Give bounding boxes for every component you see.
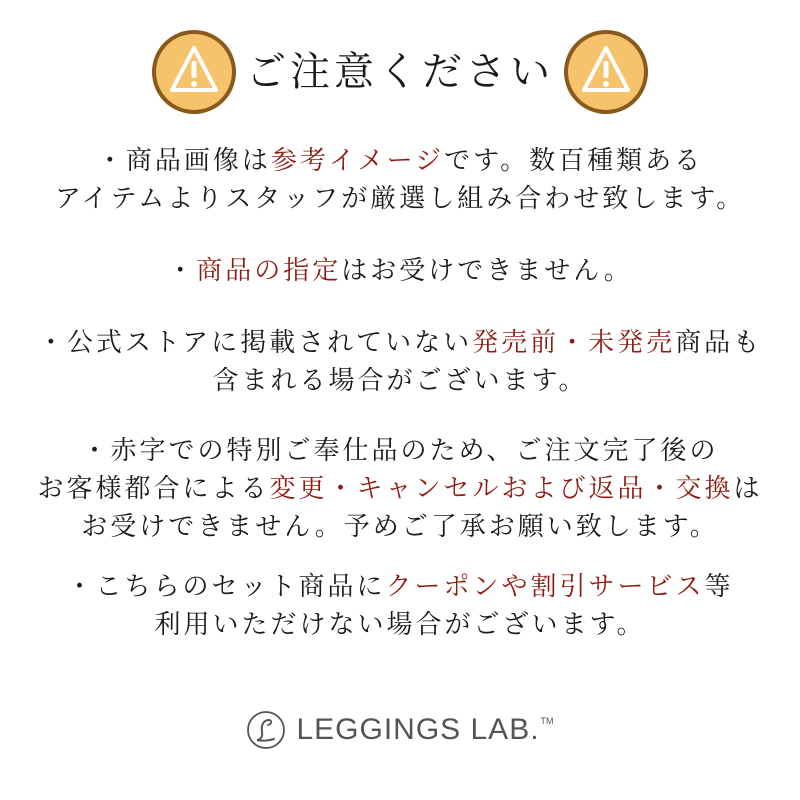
notice-line [0,142,800,180]
notice-text: は [733,474,763,504]
notice-text: 利用いただけない場合がございます。 [154,610,646,640]
page-title: ご注意ください [246,49,554,95]
notice-line [0,606,800,644]
notice-line [0,508,800,546]
warning-icon [562,28,650,116]
notice-line [0,180,800,218]
notice-item [0,568,800,644]
notice-line [0,432,800,470]
notice-line [0,324,800,362]
notice-item [0,324,800,400]
notice-text: 商品も [675,328,763,358]
notice-line [0,252,800,290]
notice-text: お客様都合による [37,474,270,504]
highlight-text: 参考イメージ [270,146,445,176]
brand-name: LEGGINGS LAB. [296,713,540,746]
notice-text: アイテムよりスタッフが厳選し組み合わせ致します。 [54,184,746,214]
leggings-lab-logo-icon [246,710,286,750]
trademark-mark: TM [540,716,554,726]
notice-text: はお受けできません。 [341,256,633,286]
notice-line [0,568,800,606]
highlight-text: クーポンや割引サービス [385,572,705,602]
notice-text: ・こちらのセット商品に [66,572,386,602]
notice-text: ・赤字での特別ご奉仕品のため、ご注文完了後の [81,436,719,466]
notice-text: 等 [704,572,734,602]
notice-line [0,470,800,508]
highlight-text: 発売前・未発売 [472,328,676,358]
warning-icon [150,28,238,116]
notice-item [0,432,800,546]
notice-item [0,142,800,218]
notice-text: です。数百種類ある [444,146,704,176]
notice-text: ・ [167,256,197,286]
notice-text: お受けできません。予めご了承お願い致します。 [81,512,719,542]
notice-text: 含まれる場合がございます。 [212,366,588,396]
notice-item [0,252,800,290]
notice-header [0,28,800,118]
notice-text: ・商品画像は [96,146,271,176]
highlight-text: 変更・キャンセルおよび返品・交換 [269,474,734,504]
notice-text: ・公式ストアに掲載されていない [37,328,473,358]
brand-logo [0,710,800,750]
highlight-text: 商品の指定 [196,256,342,286]
notice-line [0,362,800,400]
